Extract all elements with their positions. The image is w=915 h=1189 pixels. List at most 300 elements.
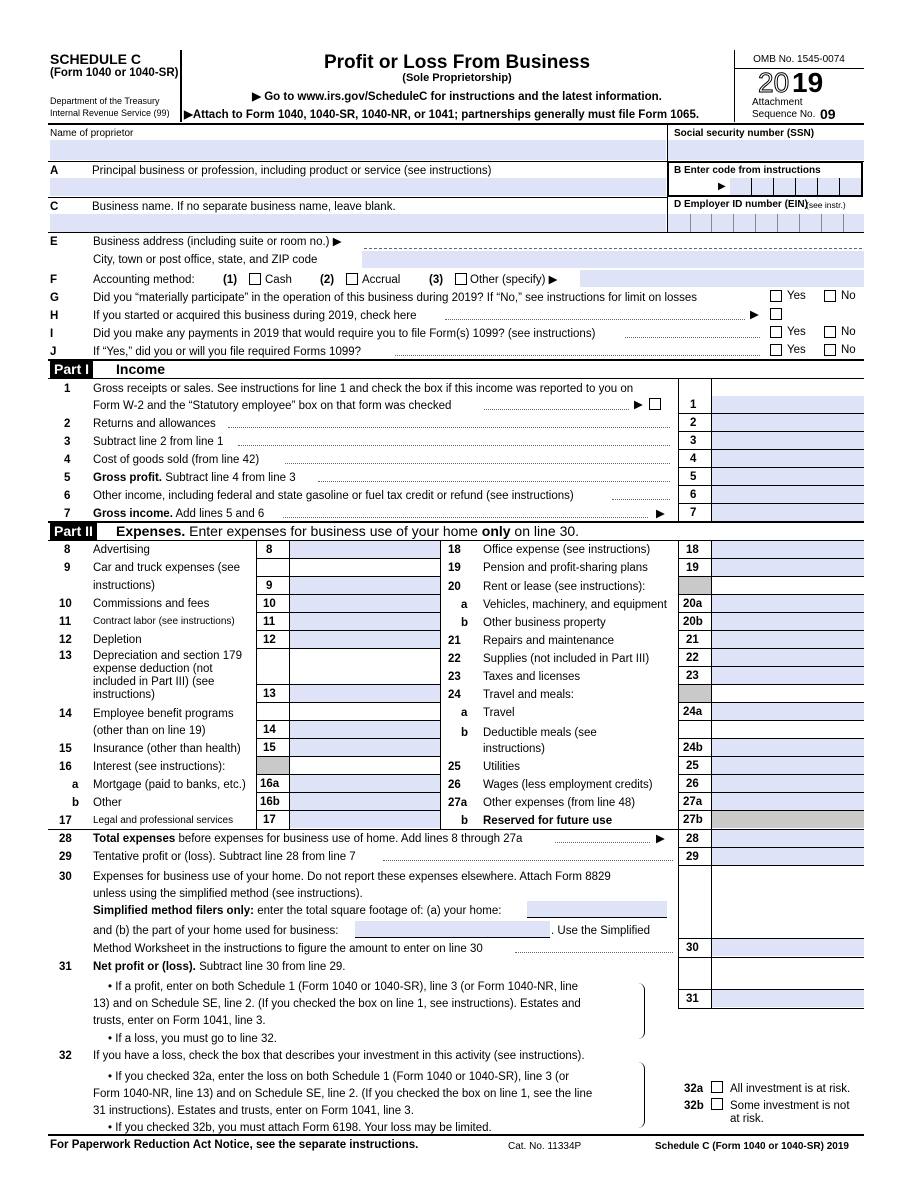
line17-label: Legal and professional services [93,815,234,826]
line20-num: 20 [448,581,461,593]
line29-num: 29 [59,851,72,863]
line28-box-num: 28 [686,833,699,845]
line-d-label: D Employer ID number (EIN) [674,199,808,210]
rule [678,684,864,685]
line4-label: Cost of goods sold (from line 42) [93,454,260,466]
line1-num: 1 [64,383,71,395]
line11-amount[interactable] [290,613,440,630]
line5-num: 5 [64,472,71,484]
line31-amount[interactable] [712,990,864,1007]
rule [690,214,691,232]
rule [612,499,670,501]
rule [755,214,756,232]
line21-label: Repairs and maintenance [483,635,615,647]
line1-label-b: Form W-2 and the “Statutory employee” box on that form was checked [93,400,452,412]
line-d-note: (see instr.) [806,200,846,210]
line-j-no-checkbox[interactable] [824,344,836,356]
rule [678,702,864,703]
rule [445,319,745,321]
attachment-label: Attachment [752,97,803,108]
line29-amount[interactable] [712,848,864,865]
rule [48,232,864,233]
line21-num: 21 [448,635,461,647]
line24a-amount[interactable] [712,703,864,720]
rule [256,756,440,757]
dept-irs: Internal Revenue Service (99) [50,108,170,118]
line22-label: Supplies (not included in Part III) [483,653,650,665]
line30-label-d: and (b) the part of your home used for business: [93,925,339,937]
line16-num: 16 [59,761,72,773]
line28-arrow: ▶ [656,833,665,845]
line24b-label-b: instructions) [483,743,545,755]
line31-bullet-4: • If a loss, you must go to line 32. [108,1033,277,1045]
line28-label [93,832,522,846]
rule [678,576,864,577]
line17-num: 17 [59,815,72,827]
rule [773,178,774,195]
line-e-label: Business address (including suite or room no.) ▶ [93,236,342,248]
ein-field[interactable] [668,214,864,232]
part2-tag: Part II [50,522,97,540]
line20b-letter: b [461,617,469,629]
rule [256,558,440,559]
line30-amount[interactable] [712,939,864,956]
rule [256,738,440,739]
line19-num: 19 [448,562,461,574]
line-c-letter: C [50,201,59,213]
rule [256,594,440,595]
name-label: Name of proprietor [50,128,134,139]
line20a-letter: a [461,599,468,611]
line2-label: Returns and allowances [93,418,216,430]
form-subtitle: (Sole Proprietorship) [402,72,512,84]
catalog-number: Cat. No. 11334P [508,1141,582,1152]
line15-num: 15 [59,743,72,755]
line32a-num: 32a [684,1083,704,1095]
rule [678,957,679,1009]
line26-amount[interactable] [712,775,864,792]
line31-label-rest: Subtract line 30 from line 29. [195,961,346,973]
line10-amount[interactable] [290,595,440,612]
line22-amount[interactable] [712,649,864,666]
part1-title: Income [116,361,166,377]
line30-label-e: . Use the Simplified [551,925,651,937]
line14-box-num: 14 [263,724,276,736]
rule [678,413,864,414]
line20-label: Rent or lease (see instructions): [483,581,646,593]
line16-label: Interest (see instructions): [93,761,226,773]
rule [283,517,648,519]
line16b-label: Other [93,797,122,809]
line-i-yes-label: Yes [787,326,806,338]
line-b-arrow: ▶ [718,181,726,192]
rule [256,792,440,793]
line24b-box-num: 24b [683,742,703,754]
line24-label: Travel and meals: [483,689,574,701]
line19-amount[interactable] [712,559,864,576]
business-square-footage-field[interactable] [355,921,550,937]
rule [256,630,440,631]
rule [256,702,440,703]
rule [678,612,864,613]
line27a-amount[interactable] [712,793,864,810]
business-name-field[interactable] [50,214,666,232]
line20a-label: Vehicles, machinery, and equipment [483,599,667,611]
line22-box-num: 22 [686,652,699,664]
rule [821,214,822,232]
line32-bullet-4: • If you checked 32b, you must attach Form 6198. Your loss may be limited. [108,1122,492,1134]
accrual-label: Accrual [362,274,401,286]
line31-label-bold: Net profit or (loss). [93,961,196,973]
rule [484,409,629,411]
line30-box-num: 30 [686,942,699,954]
line27a-box-num: 27a [683,796,703,808]
line16b-letter: b [72,797,80,809]
line8-box-num: 8 [266,544,273,556]
rule [678,865,864,866]
line30-label-b: unless using the simplified method (see instructions). [93,888,363,900]
line12-label: Depletion [93,634,142,646]
line30-label-f: Method Worksheet in the instructions to figure the amount to enter on line 30 [93,943,483,955]
dept-treasury: Department of the Treasury [50,96,160,106]
line-b-label: B Enter code from instructions [674,165,821,176]
form-title: Profit or Loss From Business [323,52,591,73]
line-h-checkbox[interactable] [770,308,782,320]
line7-box-num: 7 [690,507,697,519]
rule [678,630,864,631]
line17-box-num: 17 [263,814,276,826]
line26-label: Wages (less employment credits) [483,779,653,791]
line31-bullet-3: trusts, enter on Form 1041, line 3. [93,1015,266,1027]
line7-arrow: ▶ [656,508,665,520]
line16a-box-num: 16a [260,778,280,790]
line18-num: 18 [448,544,461,556]
part2-title-bold: Expenses. [116,523,186,539]
line27b-shaded [712,811,864,828]
rule [678,847,864,848]
line32b-num: 32b [684,1100,704,1112]
line26-num: 26 [448,779,461,791]
rule [678,810,864,811]
line-g-label: Did you “materially participate” in the operation of this business during 2019? If “No,” see instructions for limit on losses [93,292,698,304]
line32-bullet-1: • If you checked 32a, enter the loss on both Schedule 1 (Form 1040 or 1040-SR), line 3 (or [108,1071,570,1083]
rule [843,214,844,232]
rule [733,214,734,232]
rule [318,481,670,483]
line32-num: 32 [59,1050,72,1062]
home-square-footage-field[interactable] [527,901,667,917]
line-j-letter: J [50,346,57,358]
rule [678,449,864,450]
line3-box-num: 3 [690,435,697,447]
line21-box-num: 21 [686,634,699,646]
rule [678,938,864,939]
line5-label-bold: Gross profit. [93,472,163,484]
line19-label: Pension and profit-sharing plans [483,562,648,574]
line20a-amount[interactable] [712,595,864,612]
line-j-yes-label: Yes [787,344,806,356]
rule [395,355,760,357]
line4-num: 4 [64,454,71,466]
line5-amount[interactable] [712,468,864,485]
some-not-at-risk-checkbox[interactable] [711,1098,723,1110]
rule [678,865,679,958]
rule [678,756,864,757]
accrual-checkbox[interactable] [346,273,358,285]
rule [515,952,673,954]
line-i-no-checkbox[interactable] [824,326,836,338]
line27a-label: Other expenses (from line 48) [483,797,636,809]
rule [711,214,712,232]
line10-num: 10 [59,598,72,610]
line-f-letter: F [50,274,58,286]
line8-num: 8 [64,544,71,556]
line14-amount[interactable] [290,721,440,738]
rule [777,214,778,232]
line8-amount[interactable] [290,541,440,558]
line30-label-c-rest: enter the total square footage of: (a) your home: [254,905,502,917]
rule [839,178,840,195]
line23-num: 23 [448,671,461,683]
rule [256,720,440,721]
line14-num: 14 [59,708,72,720]
rule [256,612,440,613]
line6-num: 6 [64,490,71,502]
line29-box-num: 29 [686,851,699,863]
line25-box-num: 25 [686,760,699,772]
line15-amount[interactable] [290,739,440,756]
header-rule [48,123,864,125]
line27b-label: Reserved for future use [483,815,613,827]
line10-label: Commissions and fees [93,598,210,610]
other-method-field[interactable] [580,270,864,287]
rule [256,774,440,775]
line11-label: Contract labor (see instructions) [93,616,235,627]
line25-amount[interactable] [712,757,864,774]
line4-amount[interactable] [712,450,864,467]
line3-label: Subtract line 2 from line 1 [93,436,224,448]
rule [383,860,673,862]
line21-amount[interactable] [712,631,864,648]
rule [256,648,440,649]
line3-num: 3 [64,436,71,448]
rule [238,445,670,447]
part1-tag: Part I [50,360,93,378]
name-field[interactable] [50,140,666,160]
line32a-label: All investment is at risk. [730,1083,851,1095]
goto-instructions: ▶ Go to www.irs.gov/ScheduleC for instructions and the latest information. [252,91,662,103]
statutory-employee-checkbox[interactable] [649,398,661,410]
line20-shaded [679,577,711,594]
line26-box-num: 26 [686,778,699,790]
line30-num: 30 [59,871,72,883]
line6-amount[interactable] [712,486,864,503]
line1-amount[interactable] [712,396,864,413]
all-at-risk-checkbox[interactable] [711,1081,723,1093]
line-i-letter: I [50,328,54,340]
omb-number: OMB No. 1545-0074 [753,54,845,65]
line22-num: 22 [448,653,461,665]
line1-label-a: Gross receipts or sales. See instructions for line 1 and check the box if this income was reported to you on [93,383,634,395]
line6-box-num: 6 [690,489,697,501]
rule [527,917,667,918]
line16a-amount[interactable] [290,775,440,792]
line16b-amount[interactable] [290,793,440,810]
line13-label-b: expense deduction (not [93,663,213,675]
line5-box-num: 5 [690,471,697,483]
rule [48,378,864,379]
rule [285,463,670,465]
line25-label: Utilities [483,761,521,773]
line23-box-num: 23 [686,670,699,682]
line18-label: Office expense (see instructions) [483,544,651,556]
line20a-box-num: 20a [683,598,703,610]
line9-num: 9 [64,562,71,574]
rule [678,792,864,793]
line24a-box-num: 24a [683,706,703,718]
line17-amount[interactable] [290,811,440,828]
rule [678,720,864,721]
line24b-amount[interactable] [712,739,864,756]
rule [678,431,864,432]
paperwork-notice: For Paperwork Reduction Act Notice, see the separate instructions. [50,1139,419,1151]
line13-num: 13 [59,650,72,662]
line27b-box-num: 27b [683,814,703,826]
form-reference: (Form 1040 or 1040-SR) [50,67,179,79]
rule [48,359,864,361]
rule [256,810,440,811]
line24a-letter: a [461,707,468,719]
footer-form-id: Schedule C (Form 1040 or 1040-SR) 2019 [655,1141,849,1152]
line-a-letter: A [50,165,59,177]
line-g-no-checkbox[interactable] [824,290,836,302]
line18-amount[interactable] [712,541,864,558]
line2-box-num: 2 [690,417,697,429]
rule [795,178,796,195]
part2-title [116,522,579,540]
line16a-letter: a [72,779,79,791]
rule [625,337,760,339]
schedule-title: SCHEDULE C [50,51,142,67]
sequence-number: 09 [820,106,836,122]
line-c-label: Business name. If no separate business name, leave blank. [92,201,396,213]
line7-label-bold: Gross income. [93,508,173,520]
rule [678,467,864,468]
line28-amount[interactable] [712,830,864,847]
rule [678,558,864,559]
line16a-label: Mortgage (paid to banks, etc.) [93,779,246,791]
line10-box-num: 10 [263,598,276,610]
line5-label [93,471,296,485]
rule [751,178,752,195]
line13-amount[interactable] [290,685,440,702]
ssn-field[interactable] [668,140,864,160]
other-method-checkbox[interactable] [455,273,467,285]
line7-amount[interactable] [712,504,864,521]
line31-bullet-1: • If a profit, enter on both Schedule 1 (Form 1040 or 1040-SR), line 3 (or Form 1040-NR, line [108,981,579,993]
part2-title-rest: Enter expenses for business use of your home [185,523,482,539]
line24-num: 24 [448,689,461,701]
line29-label: Tentative profit or (loss). Subtract line 28 from line 7 [93,851,356,863]
line23-amount[interactable] [712,667,864,684]
rule [355,937,550,938]
line9-box-num: 9 [266,580,273,592]
line13-label-a: Depreciation and section 179 [93,650,242,662]
line24b-letter: b [461,727,469,739]
line24a-label: Travel [483,707,515,719]
line3-amount[interactable] [712,432,864,449]
line-h-arrow: ▶ [750,309,759,321]
line16b-box-num: 16b [260,796,280,808]
line15-box-num: 15 [263,742,276,754]
line11-box-num: 11 [263,616,276,628]
line32-bullet-3: 31 instructions). Estates and trusts, enter on Form 1041, line 3. [93,1105,414,1117]
line32b-label-a: Some investment is not [730,1100,850,1112]
line-i-yes-checkbox[interactable] [770,326,782,338]
line31-brace [638,983,645,1039]
rule [678,485,864,486]
rule [678,503,864,504]
rule [48,197,668,198]
line-j-yes-checkbox[interactable] [770,344,782,356]
rule [678,594,864,595]
rule [440,540,441,829]
line2-amount[interactable] [712,414,864,431]
rule [678,738,864,739]
line15-label: Insurance (other than health) [93,743,241,755]
line12-amount[interactable] [290,631,440,648]
line25-num: 25 [448,761,461,773]
line13-label-d: instructions) [93,689,155,701]
line-h-label: If you started or acquired this business during 2019, check here [93,310,417,322]
line-f-label: Accounting method: [93,274,195,286]
city-state-zip-field[interactable] [362,251,864,268]
line32b-label-b: at risk. [730,1113,764,1125]
other-method-label: Other (specify) ▶ [470,274,558,286]
cash-checkbox[interactable] [249,273,261,285]
line28-label-bold: Total expenses [93,833,176,845]
line14-label-a: Employee benefit programs [93,708,234,720]
line23-label: Taxes and licenses [483,671,581,683]
line12-box-num: 12 [263,634,276,646]
line9-amount[interactable] [290,577,440,594]
line9-label-b: instructions) [93,580,155,592]
line30-label-a: Expenses for business use of your home. Do not report these expenses elsewhere. Attach Form 8829 [93,871,611,883]
line27b-letter: b [461,815,469,827]
principal-business-field[interactable] [50,178,666,196]
sequence-label: Sequence No. [752,109,816,120]
line13-box-num: 13 [263,688,276,700]
line19-box-num: 19 [686,562,699,574]
rule [228,427,670,429]
line13-label-c: included in Part III) (see [93,676,215,688]
line-f-opt3-num: (3) [429,274,444,286]
line32-label: If you have a loss, check the box that describes your investment in this activity (see instructions). [93,1050,585,1062]
rule [364,248,862,250]
line1-arrow: ▶ [634,399,643,411]
line20b-amount[interactable] [712,613,864,630]
line11-num: 11 [59,616,72,628]
rule [799,214,800,232]
line-g-letter: G [50,292,59,304]
rule [678,957,864,958]
line-g-yes-checkbox[interactable] [770,290,782,302]
line7-label-rest: Add lines 5 and 6 [172,508,265,520]
part2-title-end: on line 30. [510,523,580,539]
line24b-label-a: Deductible meals (see [483,727,597,739]
line-g-no-label: No [841,290,856,302]
line9-label-a: Car and truck expenses (see [93,562,241,574]
